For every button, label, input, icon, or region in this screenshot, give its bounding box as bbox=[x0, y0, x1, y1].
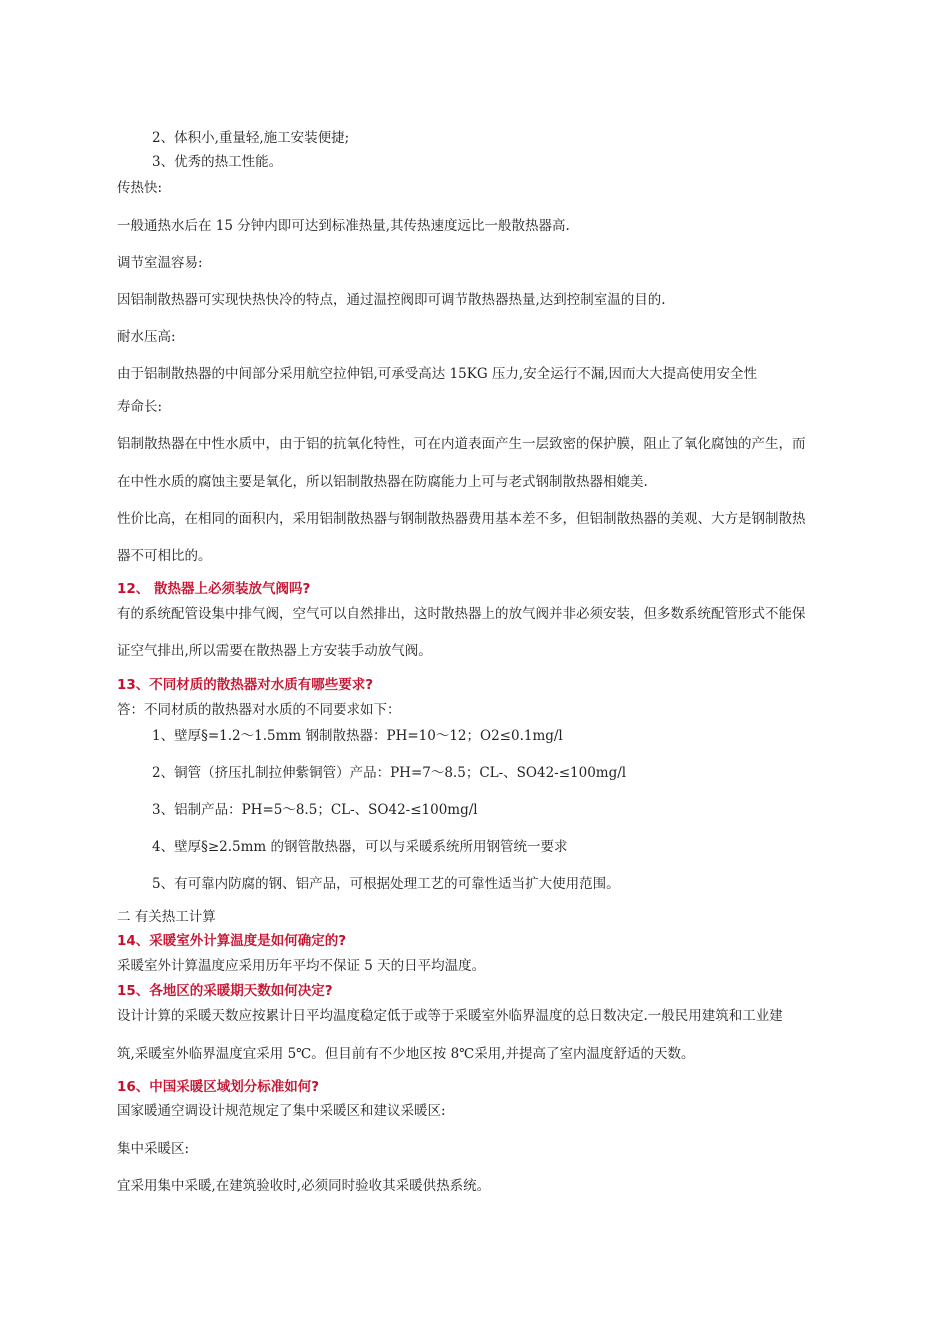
paragraph: 在中性水质的腐蚀主要是氧化，所以铝制散热器在防腐能力上可与老式钢制散热器相媲美. bbox=[117, 474, 648, 490]
list-item: 2、铜管（挤压扎制拉伸紫铜管）产品：PH=7～8.5；CL-、SO42-≤100mg/l bbox=[152, 765, 627, 781]
paragraph: 由于铝制散热器的中间部分采用航空拉伸铝,可承受高达 15KG 压力,安全运行不漏,因而大大提高使用安全性 bbox=[117, 366, 758, 382]
subheading: 集中采暖区: bbox=[117, 1141, 190, 1157]
list-item: 5、有可靠内防腐的钢、铝产品，可根据处理工艺的可靠性适当扩大使用范围。 bbox=[152, 876, 620, 892]
subheading: 耐水压高: bbox=[117, 329, 176, 345]
question-heading: 12、 散热器上必须装放气阀吗? bbox=[117, 581, 311, 597]
subheading: 传热快: bbox=[117, 180, 163, 196]
list-item: 1、壁厚§=1.2～1.5mm 钢制散热器：PH=10～12；O2≤0.1mg/l bbox=[152, 728, 563, 744]
paragraph: 筑,采暖室外临界温度宜采用 5℃。但目前有不少地区按 8℃采用,并提高了室内温度舒适的天数。 bbox=[117, 1046, 695, 1062]
paragraph: 性价比高，在相同的面积内，采用铝制散热器与钢制散热器费用基本差不多，但铝制散热器的美观、大方是钢制散热 bbox=[117, 511, 806, 527]
paragraph: 采暖室外计算温度应采用历年平均不保证 5 天的日平均温度。 bbox=[117, 958, 486, 974]
paragraph: 器不可相比的。 bbox=[117, 548, 212, 564]
list-item: 3、铝制产品：PH=5～8.5；CL-、SO42-≤100mg/l bbox=[152, 802, 478, 818]
section-heading: 二 有关热工计算 bbox=[117, 909, 216, 925]
list-item: 3、优秀的热工性能。 bbox=[152, 154, 283, 170]
paragraph: 有的系统配管设集中排气阀，空气可以自然排出，这时散热器上的放气阀并非必须安装，但多数系统配管形式不能保 bbox=[117, 606, 806, 622]
list-item: 4、壁厚§≥2.5mm 的钢管散热器，可以与采暖系统所用钢管统一要求 bbox=[152, 839, 568, 855]
list-item: 2、体积小,重量轻,施工安装便捷; bbox=[152, 130, 350, 146]
question-heading: 15、各地区的采暖期天数如何决定? bbox=[117, 983, 333, 999]
question-heading: 16、中国采暖区域划分标准如何? bbox=[117, 1079, 320, 1095]
paragraph: 证空气排出,所以需要在散热器上方安装手动放气阀。 bbox=[117, 643, 432, 659]
subheading: 调节室温容易: bbox=[117, 255, 203, 271]
paragraph: 宜采用集中采暖,在建筑验收时,必须同时验收其采暖供热系统。 bbox=[117, 1178, 491, 1194]
paragraph: 铝制散热器在中性水质中，由于铝的抗氧化特性，可在内道表面产生一层致密的保护膜，阻止了氧化腐蚀的产生，而 bbox=[117, 436, 806, 452]
paragraph: 设计计算的采暖天数应按累计日平均温度稳定低于或等于采暖室外临界温度的总日数决定.一般民用建筑和工业建 bbox=[117, 1008, 783, 1024]
question-heading: 14、采暖室外计算温度是如何确定的? bbox=[117, 933, 347, 949]
paragraph: 一般通热水后在 15 分钟内即可达到标准热量,其传热速度远比一般散热器高. bbox=[117, 218, 570, 234]
question-heading: 13、不同材质的散热器对水质有哪些要求? bbox=[117, 677, 374, 693]
paragraph: 答：不同材质的散热器对水质的不同要求如下： bbox=[117, 702, 401, 718]
paragraph: 因铝制散热器可实现快热快冷的特点，通过温控阀即可调节散热器热量,达到控制室温的目的. bbox=[117, 292, 666, 308]
subheading: 寿命长: bbox=[117, 399, 163, 415]
paragraph: 国家暖通空调设计规范规定了集中采暖区和建议采暖区: bbox=[117, 1103, 446, 1119]
